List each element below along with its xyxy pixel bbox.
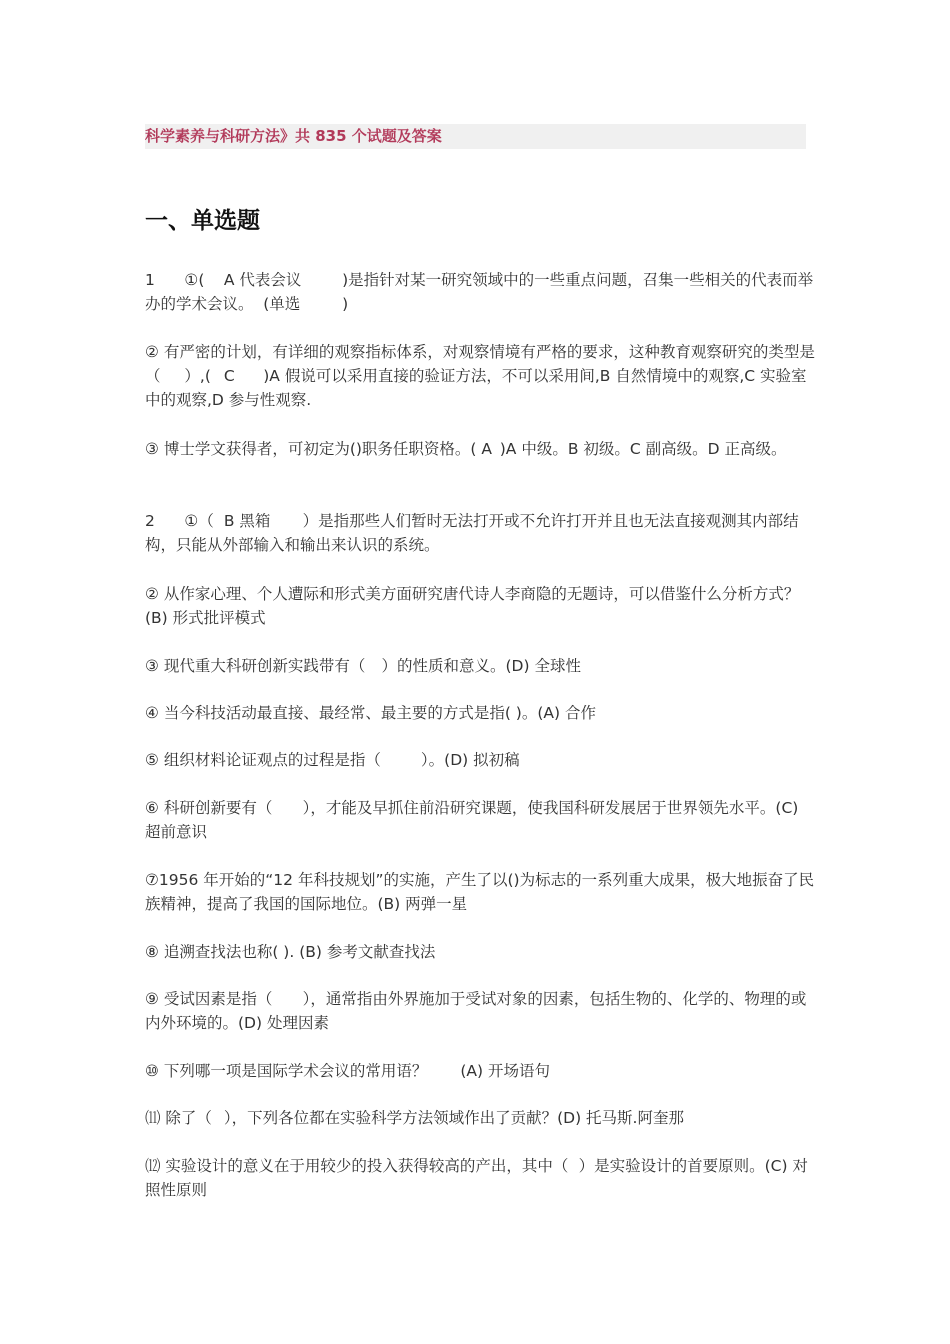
question-paragraph: ③ 现代重大科研创新实践带有（ ）的性质和意义。(D) 全球性 — [145, 657, 581, 675]
question-paragraph: ② 有严密的计划，有详细的观察指标体系，对观察情境有严格的要求，这种教育观察研究的类型是（ ）,( C )A 假说可以采用直接的验证方法，不可以采用间,B 自然情境中的观察,C 实验室中的观察,D 参与性观察. — [145, 343, 815, 409]
section-heading: 一、单选题 — [145, 208, 260, 234]
question-paragraph: ⑦1956 年开始的“12 年科技规划”的实施，产生了以()为标志的一系列重大成果，极大地振奋了民族精神，提高了我国的国际地位。(B) 两弹一星 — [145, 871, 815, 913]
question-paragraph: ⑿ 实验设计的意义在于用较少的投入获得较高的产出，其中（ ）是实验设计的首要原则。(C) 对照性原则 — [145, 1157, 808, 1199]
document-title: 科学素养与科研方法》共 835 个试题及答案 — [145, 124, 806, 149]
question-paragraph: ⑾ 除了（ ），下列各位都在实验科学方法领域作出了贡献？(D) 托马斯.阿奎那 — [145, 1109, 684, 1127]
question-paragraph: ⑨ 受试因素是指（ ），通常指由外界施加于受试对象的因素，包括生物的、化学的、物理的或内外环境的。(D) 处理因素 — [145, 990, 807, 1032]
question-paragraph: 1 ①( A 代表会议 )是指针对某一研究领域中的一些重点问题，召集一些相关的代表而举办的学术会议。 (单选 ) — [145, 271, 814, 313]
question-paragraph: ④ 当今科技活动最直接、最经常、最主要的方式是指( )。(A) 合作 — [145, 704, 596, 722]
question-paragraph: ⑥ 科研创新要有（ ），才能及早抓住前沿研究课题，使我国科研发展居于世界领先水平。(C) 超前意识 — [145, 799, 804, 841]
question-paragraph: 2 ①（ B 黑箱 ）是指那些人们暂时无法打开或不允许打开并且也无法直接观测其内部结构，只能从外部输入和输出来认识的系统。 — [145, 512, 799, 554]
question-paragraph: ⑧ 追溯查找法也称( ). (B) 参考文献查找法 — [145, 943, 436, 961]
question-paragraph: ⑩ 下列哪一项是国际学术会议的常用语？ (A) 开场语句 — [145, 1062, 550, 1080]
question-paragraph: ⑤ 组织材料论证观点的过程是指（ ）。(D) 拟初稿 — [145, 751, 520, 769]
question-paragraph: ③ 博士学文获得者，可初定为()职务任职资格。( A )A 中级。B 初级。C 副高级。D 正高级。 — [145, 440, 787, 458]
question-paragraph: ② 从作家心理、个人遭际和形式美方面研究唐代诗人李商隐的无题诗，可以借鉴什么分析方式？(B) 形式批评模式 — [145, 585, 800, 627]
